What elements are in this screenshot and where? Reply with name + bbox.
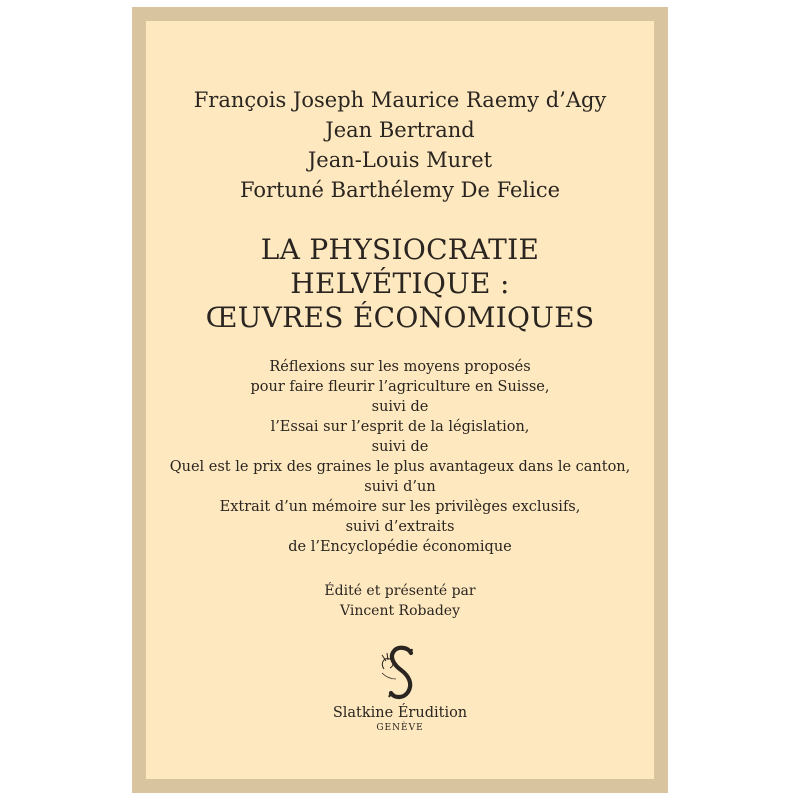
title-line: LA PHYSIOCRATIE bbox=[260, 233, 540, 266]
cover-panel bbox=[146, 21, 654, 779]
subtitle-line: de l’Encyclopédie économique bbox=[288, 539, 512, 555]
publisher-city: GENÈVE bbox=[376, 723, 424, 733]
author-name: François Joseph Maurice Raemy d’Agy bbox=[193, 88, 607, 112]
author-name: Jean Bertrand bbox=[325, 118, 475, 142]
subtitle-line: Réflexions sur les moyens proposés bbox=[269, 359, 531, 375]
subtitle-line: Extrait d’un mémoire sur les privilèges exclusifs, bbox=[219, 499, 581, 515]
title-line: HELVÉTIQUE : bbox=[290, 267, 510, 300]
book-cover bbox=[132, 7, 668, 793]
title-line: ŒUVRES ÉCONOMIQUES bbox=[205, 301, 595, 334]
subtitle-line: suivi d’un bbox=[364, 479, 436, 495]
author-name: Fortuné Barthélemy De Felice bbox=[239, 178, 561, 202]
subtitle-line: Quel est le prix des graines le plus avantageux dans le canton, bbox=[169, 459, 631, 475]
editor-credit bbox=[146, 581, 654, 621]
subtitle-line: pour faire fleurir l’agriculture en Suisse, bbox=[250, 379, 550, 395]
editor-label: Édité et présenté par bbox=[324, 583, 476, 599]
author-name: Jean-Louis Muret bbox=[307, 148, 493, 172]
subtitle-line: suivi d’extraits bbox=[345, 519, 455, 535]
editor-name: Vincent Robadey bbox=[339, 603, 460, 619]
subtitle-line: suivi de bbox=[371, 439, 429, 455]
publisher-name: Slatkine Érudition bbox=[332, 705, 468, 721]
author-list bbox=[146, 85, 654, 205]
subtitle-line: suivi de bbox=[371, 399, 429, 415]
subtitle-line: l’Essai sur l’esprit de la législation, bbox=[270, 419, 530, 435]
book-title bbox=[146, 233, 654, 335]
book-subtitle bbox=[146, 357, 654, 557]
